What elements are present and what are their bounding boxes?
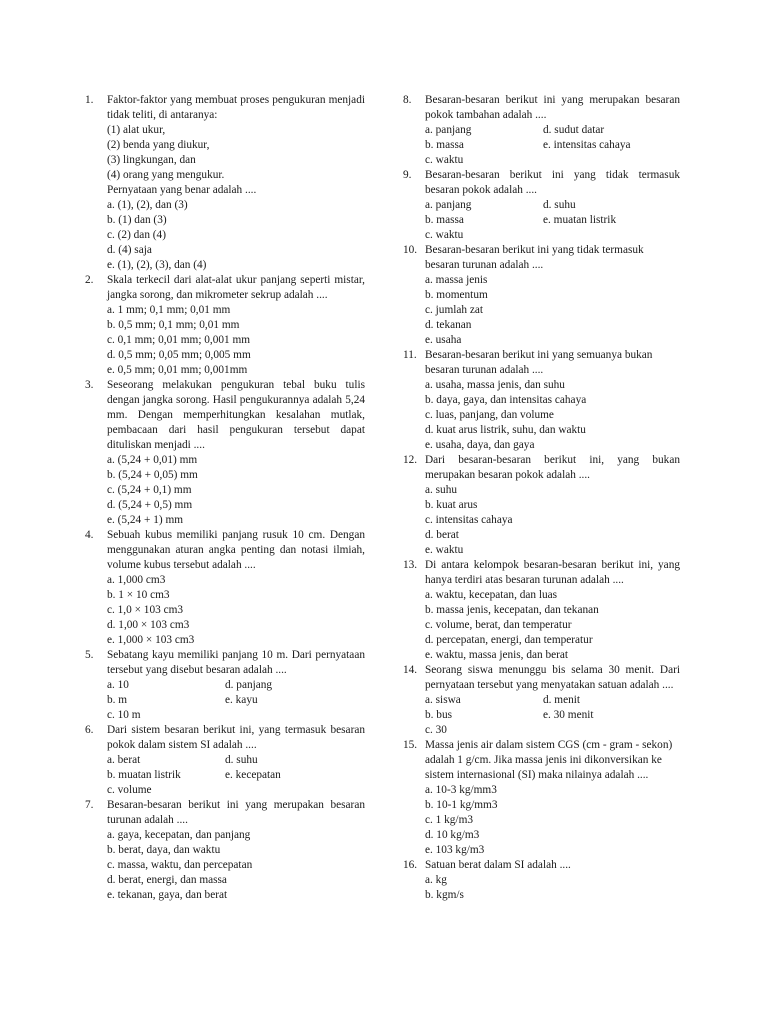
answer-option: b. muatan listrik (107, 769, 181, 781)
answer-option: a. 10 (107, 679, 129, 691)
answer-option: c. waktu (425, 229, 464, 241)
right-column (403, 93, 680, 903)
answer-option: b. momentum (425, 289, 488, 301)
question-body (107, 93, 365, 273)
question-number: 5. (85, 649, 94, 661)
answer-option: b. kgm/s (425, 889, 464, 901)
question-item (85, 723, 365, 798)
question-item (403, 168, 680, 243)
question-number: 15. (403, 739, 418, 751)
question-body (425, 93, 680, 168)
answer-option: a. 1 mm; 0,1 mm; 0,01 mm (107, 304, 231, 316)
answer-option: c. volume, berat, dan temperatur (425, 619, 572, 631)
question-text: Dari besaran-besaran berikut ini, yang bukan merupakan besaran pokok adalah .... (425, 454, 680, 481)
answer-option (543, 228, 680, 243)
question-item (403, 348, 680, 453)
question-text: Faktor-faktor yang membuat proses pengukuran menjadi tidak teliti, di antaranya: (1) alat ukur, (2) benda yang diukur, (3) lingkungan, dan (4) orang yang mengukur. Pernyataan yang benar adalah .... (107, 94, 365, 196)
answer-option: d. berat (425, 529, 459, 541)
answer-option: d. berat, energi, dan massa (107, 874, 227, 886)
question-number: 10. (403, 244, 418, 256)
answer-option (225, 783, 365, 798)
question-body (425, 858, 680, 903)
question-item (403, 558, 680, 663)
answer-option: b. daya, gaya, dan intensitas cahaya (425, 394, 587, 406)
question-text: Besaran-besaran berikut ini yang merupakan besaran pokok tambahan adalah .... (425, 94, 680, 121)
question-text: Sebatang kayu memiliki panjang 10 m. Dari pernyataan tersebut yang disebut besaran adalah .... (107, 649, 365, 676)
question-text: Seseorang melakukan pengukuran tebal buku tulis dengan jangka sorong. Hasil pengukurannya adalah 5,24 mm. Dengan memperhitungkan kesalahan mutlak, pembacaan dari hasil pengukuran tersebut dapat dituliskan menjadi .... (107, 379, 365, 451)
question-text: Besaran-besaran berikut ini yang tidak termasuk besaran turunan adalah .... (425, 244, 644, 271)
question-body (425, 558, 680, 663)
answer-option: b. (5,24 + 0,05) mm (107, 469, 198, 481)
answer-option: e. (5,24 + 1) mm (107, 514, 184, 526)
answer-option: a. panjang (425, 199, 472, 211)
answer-option (543, 153, 680, 168)
answer-option: d. (4) saja (107, 244, 152, 256)
question-item (403, 453, 680, 558)
answer-option: e. tekanan, gaya, dan berat (107, 889, 228, 901)
answer-option: d. 0,5 mm; 0,05 mm; 0,005 mm (107, 349, 251, 361)
answer-option: b. kuat arus (425, 499, 478, 511)
question-number: 9. (403, 169, 412, 181)
answer-option: e. 30 menit (543, 709, 594, 721)
answer-option: a. berat (107, 754, 141, 766)
question-item (403, 93, 680, 168)
question-item (85, 648, 365, 723)
question-text: Massa jenis air dalam sistem CGS (cm - gram - sekon) adalah 1 g/cm. Jika massa jenis ini dikonversikan ke sistem internasional (SI) maka nilainya adalah .... (425, 739, 673, 781)
question-text: Dari sistem besaran berikut ini, yang termasuk besaran pokok dalam sistem SI adalah .... (107, 724, 365, 751)
answer-option: e. 103 kg/m3 (425, 844, 485, 856)
answer-option: d. percepatan, energi, dan temperatur (425, 634, 593, 646)
answer-option: c. intensitas cahaya (425, 514, 513, 526)
answer-option: a. siswa (425, 694, 461, 706)
question-body (107, 723, 365, 798)
question-number: 2. (85, 274, 94, 286)
question-text: Besaran-besaran berikut ini yang semuanya bukan besaran turunan adalah .... (425, 349, 653, 376)
question-body (425, 453, 680, 558)
answer-option: c. (2) dan (4) (107, 229, 166, 241)
question-body (425, 348, 680, 453)
answer-option: b. 1 × 10 cm3 (107, 589, 170, 601)
question-item (403, 738, 680, 858)
question-number: 11. (403, 349, 417, 361)
left-column (85, 93, 365, 903)
question-item (85, 798, 365, 903)
question-body (425, 243, 680, 348)
answer-option: e. (1), (2), (3), dan (4) (107, 259, 207, 271)
answer-option: d. menit (543, 694, 581, 706)
answer-option: d. suhu (543, 199, 576, 211)
question-text: Seorang siswa menunggu bis selama 30 menit. Dari pernyataan tersebut yang menyatakan satuan adalah .... (425, 664, 680, 691)
answer-option: d. (5,24 + 0,5) mm (107, 499, 193, 511)
answer-option: c. 10 m (107, 709, 141, 721)
question-number: 12. (403, 454, 418, 466)
question-item (85, 93, 365, 273)
answer-option: e. kecepatan (225, 769, 281, 781)
question-text: Besaran-besaran berikut ini yang tidak termasuk besaran pokok adalah .... (425, 169, 680, 196)
answer-option: b. 0,5 mm; 0,1 mm; 0,01 mm (107, 319, 240, 331)
answer-option: c. 30 (425, 724, 447, 736)
answer-option: e. kayu (225, 694, 258, 706)
question-number: 6. (85, 724, 94, 736)
question-item (85, 273, 365, 378)
question-item (403, 858, 680, 903)
answer-option: d. kuat arus listrik, suhu, dan waktu (425, 424, 586, 436)
answer-option: a. usaha, massa jenis, dan suhu (425, 379, 565, 391)
question-body (107, 798, 365, 903)
answer-option: e. usaha, daya, dan gaya (425, 439, 535, 451)
answer-option: c. luas, panjang, dan volume (425, 409, 554, 421)
question-text: Satuan berat dalam SI adalah .... (425, 859, 571, 871)
answer-option: a. 10-3 kg/mm3 (425, 784, 497, 796)
question-text: Di antara kelompok besaran-besaran berikut ini, yang hanya terdiri atas besaran turunan adalah .... (425, 559, 680, 586)
answer-option: d. tekanan (425, 319, 472, 331)
answer-option: a. gaya, kecepatan, dan panjang (107, 829, 251, 841)
answer-options-grid (425, 693, 680, 738)
answer-option: b. massa (425, 214, 464, 226)
question-number: 8. (403, 94, 412, 106)
answer-option: c. 1,0 × 103 cm3 (107, 604, 184, 616)
answer-option: b. massa (425, 139, 464, 151)
answer-option: e. usaha (425, 334, 462, 346)
answer-option: c. waktu (425, 154, 464, 166)
question-number: 14. (403, 664, 418, 676)
question-item (403, 243, 680, 348)
answer-option: e. intensitas cahaya (543, 139, 631, 151)
question-item (403, 663, 680, 738)
question-number: 4. (85, 529, 94, 541)
answer-option: e. waktu, massa jenis, dan berat (425, 649, 569, 661)
answer-option: a. kg (425, 874, 447, 886)
question-item (85, 528, 365, 648)
question-number: 16. (403, 859, 418, 871)
question-text: Sebuah kubus memiliki panjang rusuk 10 cm. Dengan menggunakan aturan angka penting dan notasi ilmiah, volume kubus tersebut adalah .... (107, 529, 365, 571)
answer-option: b. bus (425, 709, 452, 721)
question-body (425, 168, 680, 243)
question-body (107, 648, 365, 723)
question-body (107, 378, 365, 528)
answer-option: b. 10-1 kg/mm3 (425, 799, 498, 811)
question-number: 7. (85, 799, 94, 811)
question-text: Skala terkecil dari alat-alat ukur panjang seperti mistar, jangka sorong, dan mikrometer sekrup adalah .... (107, 274, 365, 301)
answer-option: a. waktu, kecepatan, dan luas (425, 589, 558, 601)
question-body (425, 738, 680, 858)
answer-option: c. volume (107, 784, 152, 796)
answer-option: a. massa jenis (425, 274, 488, 286)
answer-option: a. suhu (425, 484, 458, 496)
answer-option: e. muatan listrik (543, 214, 617, 226)
question-text: Besaran-besaran berikut ini yang merupakan besaran turunan adalah .... (107, 799, 365, 826)
answer-option: e. 0,5 mm; 0,01 mm; 0,001mm (107, 364, 248, 376)
question-body (107, 528, 365, 648)
answer-options-grid (425, 123, 680, 168)
question-number: 3. (85, 379, 94, 391)
question-item (85, 378, 365, 528)
answer-option: d. 1,00 × 103 cm3 (107, 619, 190, 631)
answer-option: d. panjang (225, 679, 273, 691)
answer-option: b. m (107, 694, 128, 706)
answer-option: b. massa jenis, kecepatan, dan tekanan (425, 604, 599, 616)
answer-option: c. jumlah zat (425, 304, 484, 316)
answer-option: c. 0,1 mm; 0,01 mm; 0,001 mm (107, 334, 251, 346)
answer-option (543, 723, 680, 738)
answer-option: b. (1) dan (3) (107, 214, 167, 226)
answer-option: d. suhu (225, 754, 258, 766)
answer-options-grid (107, 678, 365, 723)
answer-option: e. waktu (425, 544, 464, 556)
answer-option: c. (5,24 + 0,1) mm (107, 484, 192, 496)
answer-option: d. 10 kg/m3 (425, 829, 480, 841)
question-body (107, 273, 365, 378)
question-body (425, 663, 680, 738)
answer-option: c. massa, waktu, dan percepatan (107, 859, 253, 871)
answer-option: b. berat, daya, dan waktu (107, 844, 221, 856)
answer-option (225, 708, 365, 723)
answer-option: a. (1), (2), dan (3) (107, 199, 188, 211)
question-number: 13. (403, 559, 418, 571)
answer-option: a. panjang (425, 124, 472, 136)
answer-options-grid (107, 753, 365, 798)
answer-option: d. sudut datar (543, 124, 605, 136)
answer-option: a. 1,000 cm3 (107, 574, 166, 586)
question-number: 1. (85, 94, 94, 106)
answer-option: e. 1,000 × 103 cm3 (107, 634, 195, 646)
answer-option: c. 1 kg/m3 (425, 814, 474, 826)
answer-option: a. (5,24 + 0,01) mm (107, 454, 198, 466)
answer-options-grid (425, 198, 680, 243)
